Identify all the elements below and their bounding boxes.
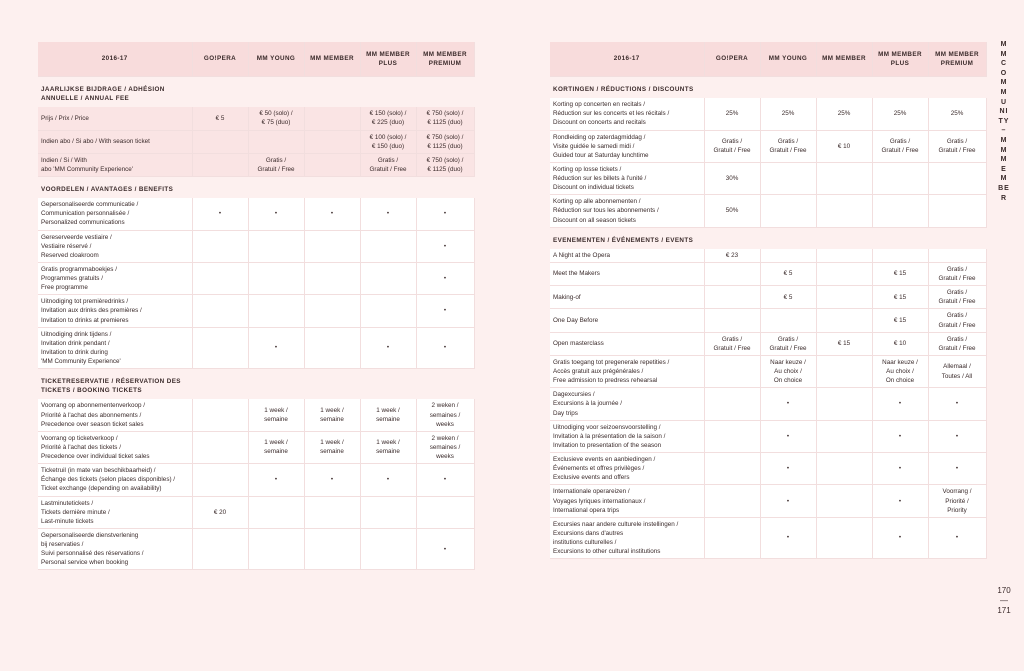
empty-cell — [248, 369, 304, 400]
table-cell: • — [872, 388, 928, 420]
table-cell — [816, 453, 872, 485]
row-label: Korting op losse tickets / Réduction sur les billets à l'unité / Discount on individual tickets — [550, 162, 704, 194]
table-cell — [928, 249, 986, 263]
table-row — [38, 528, 474, 570]
row-label: Gereserveerde vestiaire / Vestiaire réservé / Reserved cloakroom — [38, 230, 192, 262]
table-cell: 30% — [704, 162, 760, 194]
table-cell: 1 week / semaine — [360, 399, 416, 431]
column-header: 2016-17 — [38, 42, 192, 77]
table-cell: • — [416, 230, 474, 262]
table-row — [550, 195, 986, 227]
table-cell: 50% — [704, 195, 760, 227]
table-cell: Gratis / Gratuit / Free — [928, 130, 986, 162]
row-label: Indien / Si / With abo 'MM Community Experience' — [38, 153, 192, 176]
empty-cell — [816, 77, 872, 99]
row-label: Voorrang op abonnementenverkoop / Priorité à l'achat des abonnements / Precedence over season ticket sales — [38, 399, 192, 431]
table-cell: 1 week / semaine — [248, 431, 304, 463]
table-cell — [304, 295, 360, 327]
empty-cell — [928, 227, 986, 249]
left-page — [38, 42, 474, 570]
table-cell: • — [416, 327, 474, 369]
table-cell: • — [872, 453, 928, 485]
table-cell — [416, 496, 474, 528]
table-cell: • — [360, 464, 416, 496]
empty-cell — [760, 227, 816, 249]
table-cell: • — [360, 198, 416, 230]
table-cell: • — [928, 420, 986, 452]
table-cell: • — [760, 388, 816, 420]
empty-cell — [360, 77, 416, 108]
table-cell — [816, 249, 872, 263]
table-cell — [816, 355, 872, 387]
table-cell: • — [872, 485, 928, 517]
table-cell: Gratis / Gratuit / Free — [928, 262, 986, 285]
table-cell: 25% — [872, 98, 928, 130]
empty-cell — [304, 77, 360, 108]
table-cell: Gratis / Gratuit / Free — [928, 309, 986, 332]
row-label: Uitnodiging tot premièredrinks / Invitation aux drinks des premières / Invitation to drinks at premieres — [38, 295, 192, 327]
table-row — [38, 431, 474, 463]
table-row — [550, 332, 986, 355]
row-label: Gepersonaliseerde communicatie / Communication personnalisée / Personalized communications — [38, 198, 192, 230]
table-cell — [816, 195, 872, 227]
table-cell: € 5 — [192, 107, 248, 130]
table-row — [38, 107, 474, 130]
table-cell: Naar keuze / Au choix / On choice — [760, 355, 816, 387]
table-cell — [704, 420, 760, 452]
table-cell: 2 weken / semaines / weeks — [416, 399, 474, 431]
table-cell: • — [416, 262, 474, 294]
empty-cell — [704, 227, 760, 249]
table-cell: 25% — [760, 98, 816, 130]
table-row — [550, 98, 986, 130]
row-label: Uitnodiging drink tijdens / Invitation drink pendant / Invitation to drink during 'MM Community Experience' — [38, 327, 192, 369]
section-title: KORTINGEN / RÉDUCTIONS / DISCOUNTS — [550, 77, 704, 99]
table-cell: Gratis / Gratuit / Free — [928, 332, 986, 355]
table-cell: 1 week / semaine — [248, 399, 304, 431]
table-row — [38, 230, 474, 262]
column-header: MM MEMBER PLUS — [872, 42, 928, 77]
table-cell — [248, 528, 304, 570]
table-row — [38, 464, 474, 496]
table-cell — [928, 162, 986, 194]
table-header-row — [38, 42, 474, 77]
table-cell — [192, 431, 248, 463]
table-row — [550, 309, 986, 332]
table-cell: Gratis / Gratuit / Free — [760, 332, 816, 355]
table-cell: • — [360, 327, 416, 369]
table-cell: 1 week / semaine — [304, 399, 360, 431]
row-label: Gratis programmaboekjes / Programmes gratuits / Free programme — [38, 262, 192, 294]
table-cell: 1 week / semaine — [360, 431, 416, 463]
table-cell: • — [872, 420, 928, 452]
row-label: Korting op concerten en recitals / Réduction sur les concerts et les récitals / Discount on concerts and recitals — [550, 98, 704, 130]
table-cell: Gratis / Gratuit / Free — [760, 130, 816, 162]
empty-cell — [192, 369, 248, 400]
table-cell: Gratis / Gratuit / Free — [928, 286, 986, 309]
row-label: Gepersonaliseerde dienstverlening bij reservaties / Suivi personnalisé des réservations / Personal service when booking — [38, 528, 192, 570]
column-header: 2016-17 — [550, 42, 704, 77]
table-cell — [304, 107, 360, 130]
table-row — [38, 153, 474, 176]
benefits-table-left — [38, 42, 475, 570]
table-cell — [192, 327, 248, 369]
table-cell: • — [304, 464, 360, 496]
table-cell — [872, 162, 928, 194]
table-cell — [704, 388, 760, 420]
table-cell — [704, 286, 760, 309]
table-row — [550, 162, 986, 194]
table-cell — [872, 195, 928, 227]
table-cell: € 23 — [704, 249, 760, 263]
row-label: A Night at the Opera — [550, 249, 704, 263]
table-row — [38, 130, 474, 153]
table-cell: • — [416, 528, 474, 570]
table-cell: • — [760, 420, 816, 452]
column-header: MM MEMBER PLUS — [360, 42, 416, 77]
section-heading-row — [38, 77, 474, 108]
table-cell: 2 weken / semaines / weeks — [416, 431, 474, 463]
row-label: Prijs / Prix / Price — [38, 107, 192, 130]
table-cell — [704, 517, 760, 559]
table-cell: Allemaal / Toutes / All — [928, 355, 986, 387]
table-cell — [192, 153, 248, 176]
row-label: Dagexcursies / Excursions à la journée / Day trips — [550, 388, 704, 420]
table-row — [550, 249, 986, 263]
table-cell — [248, 496, 304, 528]
table-cell — [304, 153, 360, 176]
table-cell — [816, 517, 872, 559]
table-row — [38, 327, 474, 369]
column-header: MM MEMBER — [816, 42, 872, 77]
table-cell: 1 week / semaine — [304, 431, 360, 463]
table-cell: • — [248, 464, 304, 496]
empty-cell — [816, 227, 872, 249]
column-header: MM YOUNG — [760, 42, 816, 77]
table-cell — [192, 230, 248, 262]
table-row — [550, 420, 986, 452]
table-cell — [360, 230, 416, 262]
table-cell: € 5 — [760, 262, 816, 285]
empty-cell — [360, 369, 416, 400]
empty-cell — [416, 369, 474, 400]
empty-cell — [192, 77, 248, 108]
table-cell: € 750 (solo) / € 1125 (duo) — [416, 107, 474, 130]
section-heading-row — [550, 77, 986, 99]
table-cell — [816, 262, 872, 285]
empty-cell — [416, 77, 474, 108]
table-cell — [304, 496, 360, 528]
table-row — [38, 198, 474, 230]
table-cell — [192, 130, 248, 153]
table-cell: Gratis / Gratuit / Free — [704, 130, 760, 162]
row-label: Korting op alle abonnementen / Réduction sur tous les abonnements / Discount on all season tickets — [550, 195, 704, 227]
table-cell — [360, 496, 416, 528]
column-header: MM MEMBER PREMIUM — [928, 42, 986, 77]
column-header: MM MEMBER — [304, 42, 360, 77]
table-cell: 25% — [816, 98, 872, 130]
table-cell: € 20 — [192, 496, 248, 528]
table-cell: • — [928, 388, 986, 420]
section-title: TICKETRESERVATIE / RÉSERVATION DES TICKETS / BOOKING TICKETS — [38, 369, 192, 400]
table-row — [550, 517, 986, 559]
table-cell: • — [760, 453, 816, 485]
page-numbers: 170 — 171 — [997, 586, 1011, 615]
table-row — [550, 130, 986, 162]
table-cell — [248, 130, 304, 153]
table-cell — [248, 262, 304, 294]
table-cell: Voorrang / Priorité / Priority — [928, 485, 986, 517]
table-cell: Gratis / Gratuit / Free — [360, 153, 416, 176]
table-cell — [816, 485, 872, 517]
table-cell: 25% — [928, 98, 986, 130]
table-cell — [304, 130, 360, 153]
table-cell — [872, 249, 928, 263]
table-row — [38, 295, 474, 327]
section-heading-row — [550, 227, 986, 249]
table-cell — [816, 388, 872, 420]
table-cell: • — [760, 485, 816, 517]
table-cell — [760, 309, 816, 332]
empty-cell — [192, 177, 248, 199]
row-label: Indien abo / Si abo / With season ticket — [38, 130, 192, 153]
table-row — [550, 286, 986, 309]
table-cell: • — [416, 198, 474, 230]
section-heading-row — [38, 369, 474, 400]
table-cell: € 10 — [872, 332, 928, 355]
row-label: Exclusieve events en aanbiedingen / Événements et offres privilèges / Exclusive events and offers — [550, 453, 704, 485]
empty-cell — [248, 177, 304, 199]
table-cell — [928, 195, 986, 227]
table-header-row — [550, 42, 986, 77]
benefits-table-right — [550, 42, 987, 559]
table-cell — [192, 528, 248, 570]
table-cell — [304, 327, 360, 369]
table-cell: € 100 (solo) / € 150 (duo) — [360, 130, 416, 153]
table-cell — [760, 162, 816, 194]
table-cell: € 50 (solo) / € 75 (duo) — [248, 107, 304, 130]
empty-cell — [360, 177, 416, 199]
table-cell: • — [248, 198, 304, 230]
table-cell: Gratis / Gratuit / Free — [872, 130, 928, 162]
table-cell — [816, 162, 872, 194]
table-cell — [248, 295, 304, 327]
section-title: EVENEMENTEN / ÉVÉNEMENTS / EVENTS — [550, 227, 704, 249]
row-label: Rondleiding op zaterdagmiddag / Visite guidée le samedi midi / Guided tour at Saturday lunchtime — [550, 130, 704, 162]
table-cell: • — [928, 453, 986, 485]
table-cell — [248, 230, 304, 262]
row-label: One Day Before — [550, 309, 704, 332]
row-label: Lastminutetickets / Tickets dernière minute / Last-minute tickets — [38, 496, 192, 528]
table-cell: • — [872, 517, 928, 559]
table-cell: € 15 — [816, 332, 872, 355]
table-cell: € 750 (solo) / € 1125 (duo) — [416, 130, 474, 153]
table-row — [38, 496, 474, 528]
table-cell: 25% — [704, 98, 760, 130]
table-cell: Gratis / Gratuit / Free — [704, 332, 760, 355]
side-title: MM COMMUNITY – MM MEMBER — [998, 41, 1010, 202]
row-label: Gratis toegang tot pregenerale repetities / Accès gratuit aux prégénérales / Free admission to predress rehearsal — [550, 355, 704, 387]
table-cell: • — [416, 295, 474, 327]
table-cell: € 150 (solo) / € 225 (duo) — [360, 107, 416, 130]
table-cell — [304, 528, 360, 570]
empty-cell — [248, 77, 304, 108]
empty-cell — [760, 77, 816, 99]
table-cell: • — [248, 327, 304, 369]
section-title: VOORDELEN / AVANTAGES / BENEFITS — [38, 177, 192, 199]
row-label: Voorrang op ticketverkoop / Priorité à l'achat des tickets / Precedence over individual ticket sales — [38, 431, 192, 463]
table-cell — [192, 262, 248, 294]
empty-cell — [704, 77, 760, 99]
column-header: MM MEMBER PREMIUM — [416, 42, 474, 77]
table-cell: • — [760, 517, 816, 559]
section-title: JAARLIJKSE BIJDRAGE / ADHÉSION ANNUELLE / ANNUAL FEE — [38, 77, 192, 108]
row-label: Uitnodiging voor seizoensvoorstelling / Invitation à la présentation de la saison / Invitation to presentation of the season — [550, 420, 704, 452]
empty-cell — [416, 177, 474, 199]
column-header: GO!PERA — [192, 42, 248, 77]
table-row — [550, 388, 986, 420]
table-cell — [760, 195, 816, 227]
table-cell — [704, 262, 760, 285]
table-cell — [304, 230, 360, 262]
table-row — [550, 355, 986, 387]
row-label: Meet the Makers — [550, 262, 704, 285]
table-cell: € 15 — [872, 286, 928, 309]
table-row — [550, 453, 986, 485]
row-label: Internationale operareizen / Voyages lyriques internationaux / International opera trips — [550, 485, 704, 517]
table-cell — [192, 295, 248, 327]
table-cell: € 5 — [760, 286, 816, 309]
row-label: Excursies naar andere culturele instellingen / Excursions dans d'autres institutions culturelles / Excursions to other cultural institutions — [550, 517, 704, 559]
table-cell: • — [928, 517, 986, 559]
table-cell: € 15 — [872, 262, 928, 285]
table-cell — [192, 464, 248, 496]
table-cell — [360, 528, 416, 570]
table-cell — [816, 309, 872, 332]
table-row — [550, 262, 986, 285]
table-cell — [360, 262, 416, 294]
row-label: Ticketruil (in mate van beschikbaarheid) / Échange des tickets (selon places disponibles) / Ticket exchange (depending on availability) — [38, 464, 192, 496]
table-cell: • — [192, 198, 248, 230]
table-cell — [704, 309, 760, 332]
empty-cell — [304, 369, 360, 400]
table-cell: € 15 — [872, 309, 928, 332]
table-cell: Gratis / Gratuit / Free — [248, 153, 304, 176]
table-cell: Naar keuze / Au choix / On choice — [872, 355, 928, 387]
table-row — [38, 262, 474, 294]
table-cell — [816, 420, 872, 452]
table-cell — [704, 355, 760, 387]
empty-cell — [872, 77, 928, 99]
column-header: MM YOUNG — [248, 42, 304, 77]
table-cell — [360, 295, 416, 327]
table-row — [550, 485, 986, 517]
table-cell: • — [416, 464, 474, 496]
table-cell — [816, 286, 872, 309]
empty-cell — [928, 77, 986, 99]
table-cell — [192, 399, 248, 431]
table-row — [38, 399, 474, 431]
table-cell — [704, 485, 760, 517]
table-cell: € 750 (solo) / € 1125 (duo) — [416, 153, 474, 176]
empty-cell — [872, 227, 928, 249]
table-cell — [304, 262, 360, 294]
table-cell: • — [304, 198, 360, 230]
right-page — [550, 42, 986, 559]
empty-cell — [304, 177, 360, 199]
section-heading-row — [38, 177, 474, 199]
row-label: Making-of — [550, 286, 704, 309]
table-cell — [704, 453, 760, 485]
row-label: Open masterclass — [550, 332, 704, 355]
table-cell: € 10 — [816, 130, 872, 162]
column-header: GO!PERA — [704, 42, 760, 77]
table-cell — [760, 249, 816, 263]
